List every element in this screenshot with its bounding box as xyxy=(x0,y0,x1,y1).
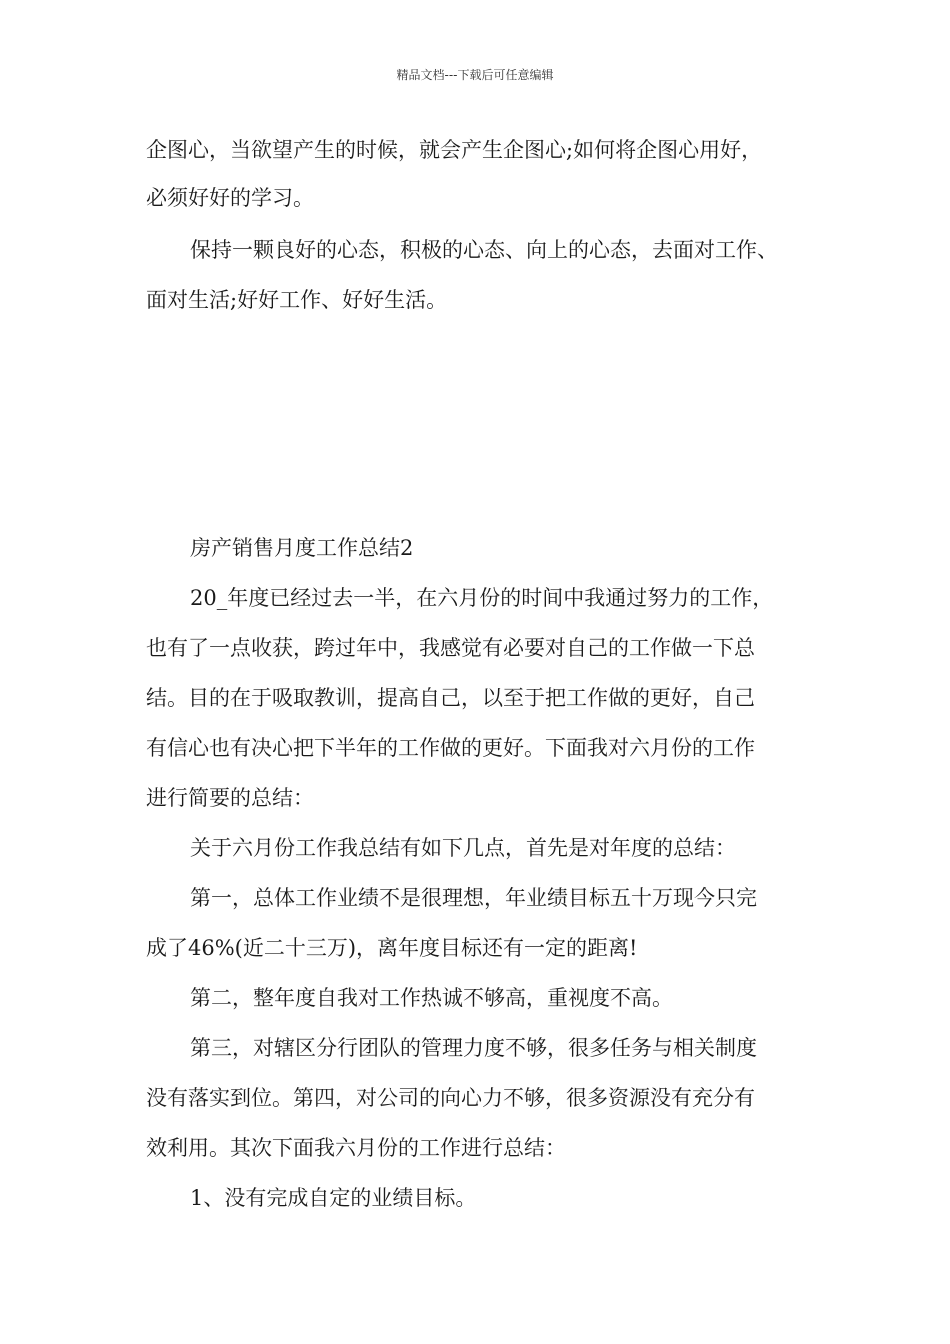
text-line: 面对生活;好好工作、好好生活。 xyxy=(146,288,448,312)
page-header: 精品文档---下载后可任意编辑 xyxy=(396,68,554,82)
text-line: 效利用。其次下面我六月份的工作进行总结： xyxy=(146,1136,566,1160)
text-line: 20_年度已经过去一半，在六月份的时间中我通过努力的工作， xyxy=(190,586,774,610)
text-line: 进行简要的总结： xyxy=(146,786,314,810)
text-line: 第三，对辖区分行团队的管理力度不够，很多任务与相关制度 xyxy=(190,1036,757,1060)
text-line: 必须好好的学习。 xyxy=(146,186,314,210)
text-line: 企图心，当欲望产生的时候，就会产生企图心;如何将企图心用好， xyxy=(146,138,763,162)
text-line: 有信心也有决心把下半年的工作做的更好。下面我对六月份的工作 xyxy=(146,736,755,760)
text-line: 没有落实到位。第四，对公司的向心力不够，很多资源没有充分有 xyxy=(146,1086,755,1110)
section-title: 房产销售月度工作总结2 xyxy=(190,536,414,560)
text-line: 成了46%(近二十三万)，离年度目标还有一定的距离! xyxy=(146,936,638,960)
text-line: 第一，总体工作业绩不是很理想，年业绩目标五十万现今只完 xyxy=(190,886,757,910)
text-line: 保持一颗良好的心态，积极的心态、向上的心态，去面对工作、 xyxy=(190,238,778,262)
text-line: 1、没有完成自定的业绩目标。 xyxy=(190,1186,477,1210)
text-line: 关于六月份工作我总结有如下几点，首先是对年度的总结： xyxy=(190,836,736,860)
text-line: 结。目的在于吸取教训，提高自己，以至于把工作做的更好，自己 xyxy=(146,686,755,710)
text-line: 也有了一点收获，跨过年中，我感觉有必要对自己的工作做一下总 xyxy=(146,636,755,660)
text-line: 第二，整年度自我对工作热诚不够高，重视度不高。 xyxy=(190,986,673,1010)
